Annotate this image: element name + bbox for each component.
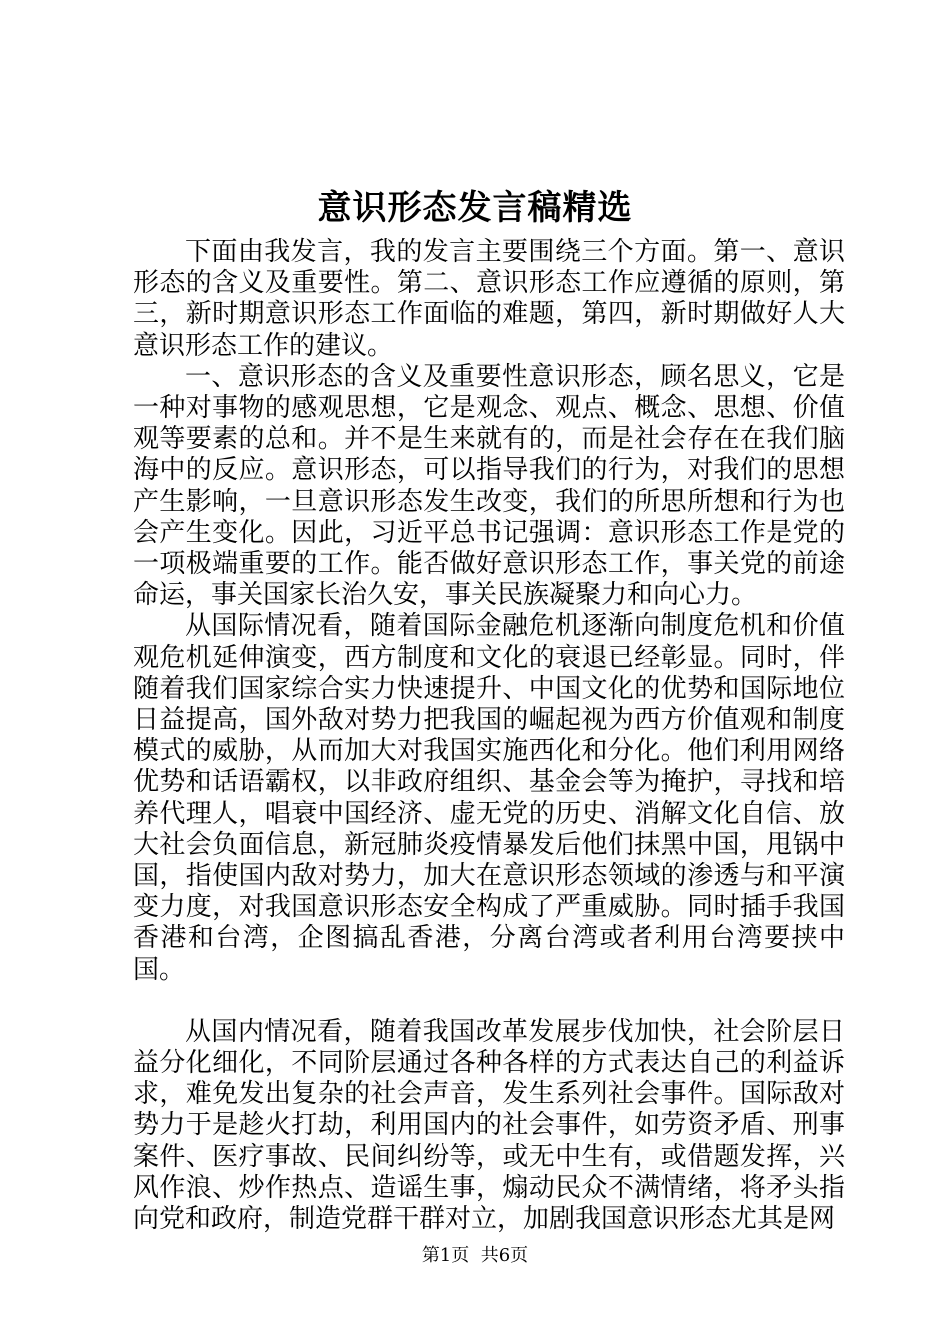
- document-title: 意识形态发言稿精选: [317, 188, 633, 228]
- document-body: [133, 237, 845, 1235]
- page-total: 共6页: [480, 1245, 529, 1266]
- paragraph-intro: 下面由我发言，我的发言主要围绕三个方面。第一、意识形态的含义及重要性。第二、意识形态工作应遵循的原则，第三，新时期意识形态工作面临的难题，第四，新时期做好人大意识形态工作的建议。: [133, 237, 845, 361]
- paragraph-domestic: 从国内情况看，随着我国改革发展步伐加快，社会阶层日益分化细化，不同阶层通过各种各样的方式表达自己的利益诉求，难免发出复杂的社会声音，发生系列社会事件。国际敌对势力于是趁火打劫，利用国内的社会事件，如劳资矛盾、刑事案件、医疗事故、民间纠纷等，或无中生有，或借题发挥，兴风作浪、炒作热点、造谣生事，煽动民众不满情绪，将矛头指向党和政府，制造党群干群对立，加剧我国意识形态尤其是网: [133, 1016, 845, 1235]
- page-footer: [0, 1244, 950, 1268]
- paragraph-definition: 一、意识形态的含义及重要性意识形态，顾名思义，它是一种对事物的感观思想，它是观念、观点、概念、思想、价值观等要素的总和。并不是生来就有的，而是社会存在在我们脑海中的反应。意识形态，可以指导我们的行为，对我们的思想产生影响，一旦意识形态发生改变，我们的所思所想和行为也会产生变化。因此，习近平总书记强调：意识形态工作是党的一项极端重要的工作。能否做好意识形态工作，事关党的前途命运，事关国家长治久安，事关民族凝聚力和向心力。: [133, 361, 845, 611]
- paragraph-international: 从国际情况看，随着国际金融危机逐渐向制度危机和价值观危机延伸演变，西方制度和文化的衰退已经彰显。同时，伴随着我们国家综合实力快速提升、中国文化的优势和国际地位日益提高，国外敌对势力把我国的崛起视为西方价值观和制度模式的威胁，从而加大对我国实施西化和分化。他们利用网络优势和话语霸权，以非政府组织、基金会等为掩护，寻找和培养代理人，唱衰中国经济、虚无党的历史、消解文化自信、放大社会负面信息，新冠肺炎疫情暴发后他们抹黑中国，甩锅中国，指使国内敌对势力，加大在意识形态领域的渗透与和平演变力度，对我国意识形态安全构成了严重威胁。同时插手我国香港和台湾，企图搞乱香港，分离台湾或者利用台湾要挟中国。: [133, 611, 845, 985]
- page-number: 第1页: [421, 1245, 470, 1266]
